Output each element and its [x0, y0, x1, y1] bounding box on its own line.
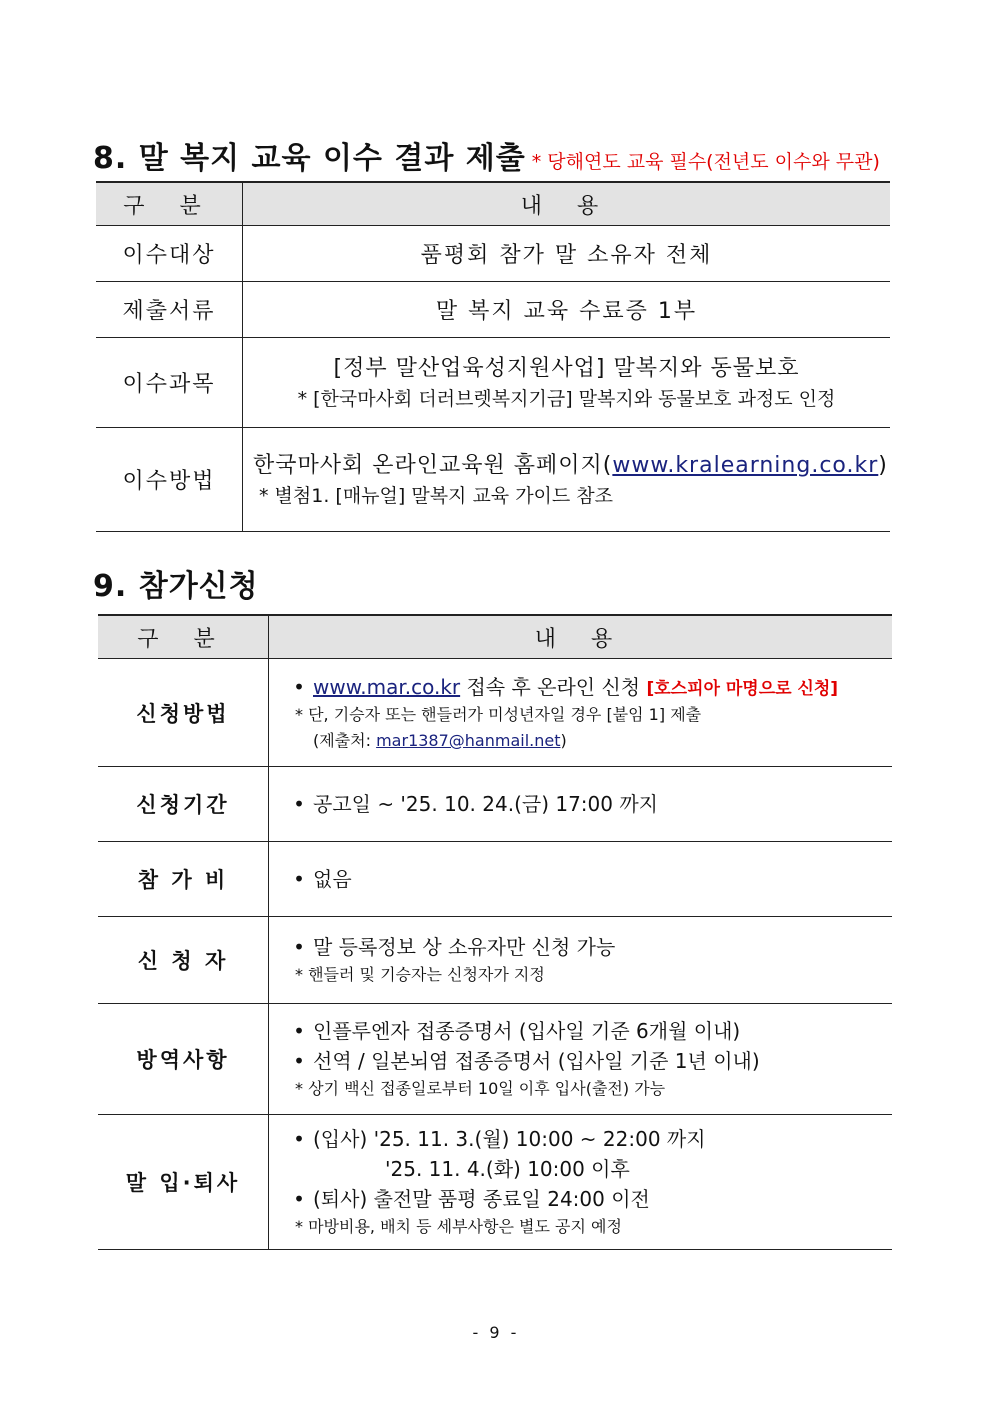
section8-heading [93, 133, 880, 177]
apply-line [285, 672, 892, 703]
header-content: 내 용 [269, 615, 893, 659]
row-value [269, 659, 893, 767]
table-row [96, 338, 890, 428]
row-label: 말 입·퇴사 [98, 1115, 269, 1250]
stable-text-2: '25. 11. 4.(화) 10:00 이후 [385, 1157, 630, 1182]
row-label: 제출서류 [96, 282, 243, 338]
fee-text: • 없음 [285, 864, 892, 894]
table-row [98, 659, 892, 767]
apply-text: 접속 후 온라인 신청 [460, 674, 647, 699]
table-row [98, 767, 892, 842]
stable-text-1: • (입사) '25. 11. 3.(월) 10:00 ~ 22:00 까지 [285, 1124, 892, 1154]
row-value: 품평회 참가 말 소유자 전체 [243, 226, 891, 282]
header-category: 구 분 [96, 182, 243, 226]
row-value [243, 428, 891, 532]
period-text: • 공고일 ~ '25. 10. 24.(금) 17:00 까지 [285, 789, 892, 819]
quarantine-text-1: • 인플루엔자 접종증명서 (입사일 기준 6개월 이내) [285, 1016, 892, 1046]
quarantine-note: * 상기 백신 접종일로부터 10일 이후 입사(출전) 가능 [295, 1079, 666, 1099]
row-value: 말 복지 교육 수료증 1부 [243, 282, 891, 338]
table-row [96, 282, 890, 338]
application-table [98, 614, 892, 1250]
row-label: 방역사항 [98, 1004, 269, 1115]
table-row [96, 428, 890, 532]
email-post: ) [560, 730, 567, 750]
header-category: 구 분 [98, 615, 269, 659]
row-label: 이수과목 [96, 338, 243, 428]
mar-link[interactable]: www.mar.co.kr [313, 674, 461, 699]
apply-red-note: [호스피아 마명으로 신청] [646, 678, 839, 699]
apply-email-line [285, 728, 892, 754]
section8-title: 8. 말 복지 교육 이수 결과 제출 [93, 141, 526, 176]
page-number: - 9 - [472, 1323, 520, 1342]
row-value [269, 842, 893, 917]
row-label: 참 가 비 [98, 842, 269, 917]
method-text-end: ) [878, 452, 888, 478]
email-link[interactable]: mar1387@hanmail.net [376, 730, 561, 750]
header-content: 내 용 [243, 182, 891, 226]
method-line [253, 449, 890, 482]
row-value [269, 1115, 893, 1250]
section9-title: 9. 참가신청 [93, 569, 259, 604]
section8-note: * 당해연도 교육 필수(전년도 이수와 무관) [531, 151, 880, 173]
apply-note: * 단, 기승자 또는 핸들러가 미성년자일 경우 [붙임 1] 제출 [295, 705, 702, 725]
table-header-row [98, 615, 892, 659]
row-label: 신청방법 [98, 659, 269, 767]
applicant-text: • 말 등록정보 상 소유자만 신청 가능 [285, 932, 892, 962]
stable-text-3: • (퇴사) 출전말 품평 종료일 24:00 이전 [285, 1184, 892, 1214]
table-row [98, 1004, 892, 1115]
section9-heading [93, 561, 259, 605]
row-label: 이수방법 [96, 428, 243, 532]
row-label: 이수대상 [96, 226, 243, 282]
education-table [96, 181, 890, 532]
course-line: [정부 말산업육성지원사업] 말복지와 동물보호 [333, 355, 800, 381]
row-value [243, 338, 891, 428]
stable-note: * 마방비용, 배치 등 세부사항은 별도 공지 예정 [295, 1217, 622, 1237]
row-value [269, 1004, 893, 1115]
quarantine-text-2: • 선역 / 일본뇌염 접종증명서 (입사일 기준 1년 이내) [285, 1046, 892, 1076]
table-row [98, 1115, 892, 1250]
row-label: 신청기간 [98, 767, 269, 842]
table-row [98, 917, 892, 1004]
row-value [269, 767, 893, 842]
method-note: * 별첨1. [매뉴얼] 말복지 교육 가이드 참조 [259, 484, 614, 507]
table-header-row [96, 182, 890, 226]
row-value [269, 917, 893, 1004]
method-text: 한국마사회 온라인교육원 홈페이지( [253, 452, 613, 478]
table-row [98, 842, 892, 917]
applicant-note: * 핸들러 및 기승자는 신청자가 지정 [295, 965, 545, 985]
email-pre: (제출처: [313, 730, 377, 750]
kralearning-link[interactable]: www.kralearning.co.kr [612, 452, 879, 478]
table-row [96, 226, 890, 282]
course-note: * [한국마사회 더러브렛복지기금] 말복지와 동물보호 과정도 인정 [297, 387, 836, 410]
row-label: 신 청 자 [98, 917, 269, 1004]
